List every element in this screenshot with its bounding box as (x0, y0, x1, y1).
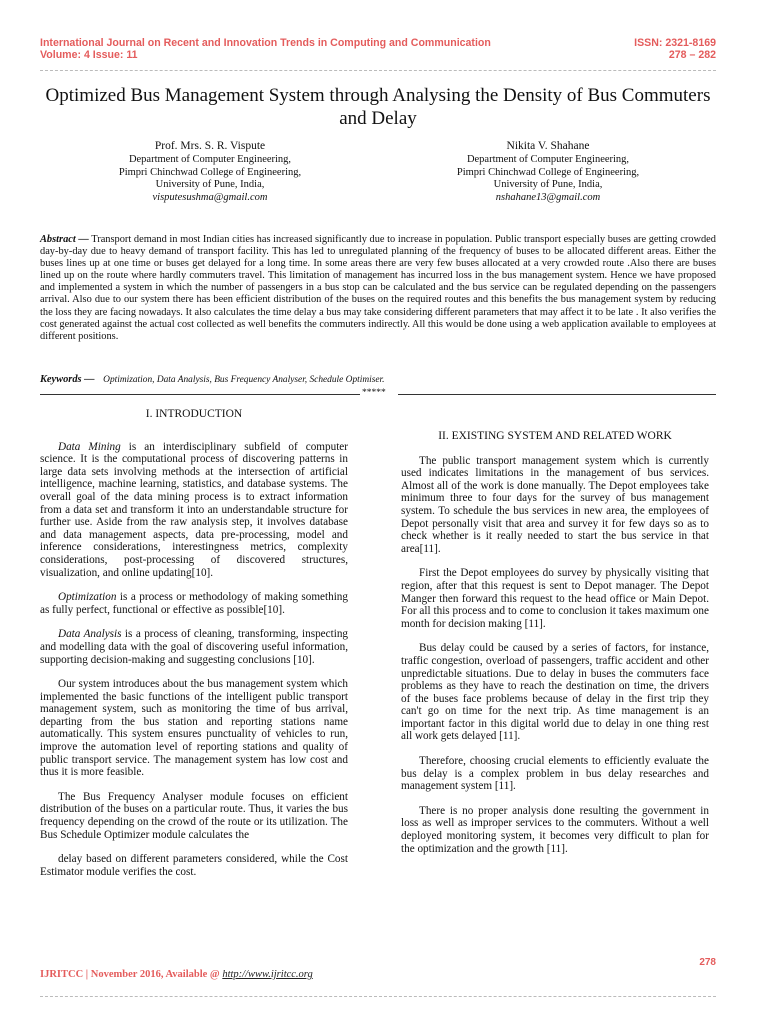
author-email[interactable]: visputesushma@gmail.com (152, 191, 268, 203)
paragraph-text: is an interdisciplinary subfield of computer science. It is the computational process of discovering patterns in large data sets involving methods at the intersection of artificial intelligence, machine learning, statistics, and database systems. The overall goal of the data mining process is to extract information from a data set and transform it into an understandable structure for further use. Aside from the raw analysis step, it involves database and data management aspects, data pre-processing, model and inference considerations, interestingness metrics, complexity considerations, post-processing of discovered structures, visualization, and online updating[10]. (40, 440, 348, 579)
journal-name: International Journal on Recent and Innovation Trends in Computing and Communication (40, 37, 491, 49)
paper-title: Optimized Bus Management System through Analysing the Density of Bus Commuters and Delay (45, 85, 711, 129)
section-heading-introduction: I. INTRODUCTION (145, 408, 243, 420)
abstract-text: Transport demand in most Indian cities has increased significantly due to increase in population. Public transport especially buses are getting crowded day-by-day due to heavy demand of transport facility. This has led to unregulated planning of the frequency of buses to be allocated different areas. Either the buses lines up at one time or buses get delayed for a long time. In some areas there are very few buses allocated at a very crowded route .Also there are buses lined up on the route where hardly commuters travel. This limitation of management has incurred loss in the bus management system. Hence we have proposed and implemented a system in which the number of passengers in a bus stop can be calculated and the bus service can be regulated depending on the passengers arrival. Also due to our system there has been efficient distribution of the buses on the required routes and this benefits the bus management system by reducing the loss they are facing nowadays. It also calculates the time delay a bus may take considering different parameters that may affect it to be late . It also verifies the cost generated against the actual cost collected as well benefits the commuters indirectly. All this would be done using a web application available to employees at different positions. (40, 234, 716, 342)
footer-link[interactable]: http://www.ijritcc.org (222, 969, 313, 980)
author-college: Pimpri Chinchwad College of Engineering, (456, 166, 640, 178)
journal-meta (634, 37, 716, 61)
author-block-2 (418, 139, 678, 204)
paragraph: First the Depot employees do survey by physically visiting that region, after that this request is sent to Depot manager. The Depot Manger then forward this request to the head office or Main Depot. For all this process and to come to conclusion it takes maximum one month for decision making [11]. (401, 567, 709, 630)
issn: ISSN: 2321-8169 (634, 37, 716, 49)
section-heading-existing-system: II. EXISTING SYSTEM AND RELATED WORK (438, 430, 672, 442)
abstract (40, 234, 716, 343)
page-range: 278 – 282 (668, 49, 716, 61)
paragraph: There is no proper analysis done resulting the government in loss as well as improper services to the commuters. Without a well deployed monitoring system, it becomes very difficult to plan for the optimization and the growth [11]. (401, 804, 709, 855)
paragraph: The public transport management system which is currently used indicates limitations in the management of bus services. Almost all of the work is done manually. The Depot employees take minimum three to four days for the survey of bus management system. To schedule the bus services in new area, the employees of Depot personally visit that area and survey it for few days so as to check whether is it really needed to start the bus service in that area[11]. (401, 454, 709, 555)
author-univ: University of Pune, India, (155, 179, 265, 190)
author-name: Nikita V. Shahane (506, 140, 590, 152)
author-dept: Department of Computer Engineering, (466, 154, 630, 165)
keywords (40, 374, 716, 386)
paragraph (40, 591, 348, 616)
keywords-label: Keywords — (40, 374, 95, 385)
term: Data Analysis (58, 628, 122, 641)
paragraph: Our system introduces about the bus management system which implemented the basic functions of the intelligent public transport management system, such as monitoring the time of bus arrival, departing from the bus station and reporting stations name automatically. This system ensures punctuality of vehicles to run, improve the automation level of reporting stations and quality of public transport service. The management system has low cost and thus it is more feasible. (40, 678, 348, 779)
left-column (40, 398, 348, 890)
header-divider (40, 70, 716, 71)
footer-divider (40, 996, 716, 997)
footer-text: IJRITCC | November 2016, Available @ (40, 969, 223, 980)
author-block-1 (80, 139, 340, 204)
footer (40, 969, 313, 980)
term: Optimization (58, 591, 117, 604)
author-college: Pimpri Chinchwad College of Engineering, (118, 166, 302, 178)
paragraph-text: is a process or methodology of making something as fully perfect, functional or effective as possible[10]. (40, 591, 348, 616)
keywords-text: Optimization, Data Analysis, Bus Frequency Analyser, Schedule Optimiser. (103, 375, 385, 385)
paragraph: The Bus Frequency Analyser module focuses on efficient distribution of the buses on a particular route. Thus, it varies the bus frequency depending on the crowd of the route or its utilization. The Bus Schedule Optimizer module calculates the (40, 790, 348, 841)
paragraph: Bus delay could be caused by a series of factors, for instance, traffic congestion, overload of passengers, traffic accident and other unpredictable situations. Due to delay in buses the commuters face problems as they have to reach the destination on time, the drivers of the buses face problems because of delay in the first trip they can't go on time for the next trip. As time management is an important factor in this digital world due to delay in one thing rest all work gets delayed [11]. (401, 642, 709, 743)
journal-volume: Volume: 4 Issue: 11 (40, 49, 138, 61)
term: Data Mining (58, 440, 121, 453)
separator-stars: ***** (362, 388, 386, 398)
paragraph: delay based on different parameters considered, while the Cost Estimator module verifies the cost. (40, 853, 348, 878)
author-name: Prof. Mrs. S. R. Vispute (154, 140, 266, 152)
author-univ: University of Pune, India, (493, 179, 603, 190)
page-number: 278 (699, 957, 716, 968)
journal-header (40, 37, 491, 61)
separator-line-left (40, 394, 360, 395)
paragraph-text: is a process of cleaning, transforming, inspecting and modelling data with the goal of discovering useful information, supporting decision-making and suggesting conclusions [10]. (40, 628, 349, 666)
paragraph (40, 441, 348, 580)
paragraph: Therefore, choosing crucial elements to efficiently evaluate the bus delay is a complex problem in bus delay researches and management system [11]. (401, 755, 709, 793)
author-email[interactable]: nshahane13@gmail.com (495, 191, 601, 203)
paragraph (40, 628, 348, 666)
right-column (401, 420, 709, 867)
author-dept: Department of Computer Engineering, (128, 154, 292, 165)
separator-line-right (398, 394, 716, 395)
abstract-label: Abstract — (40, 234, 89, 245)
